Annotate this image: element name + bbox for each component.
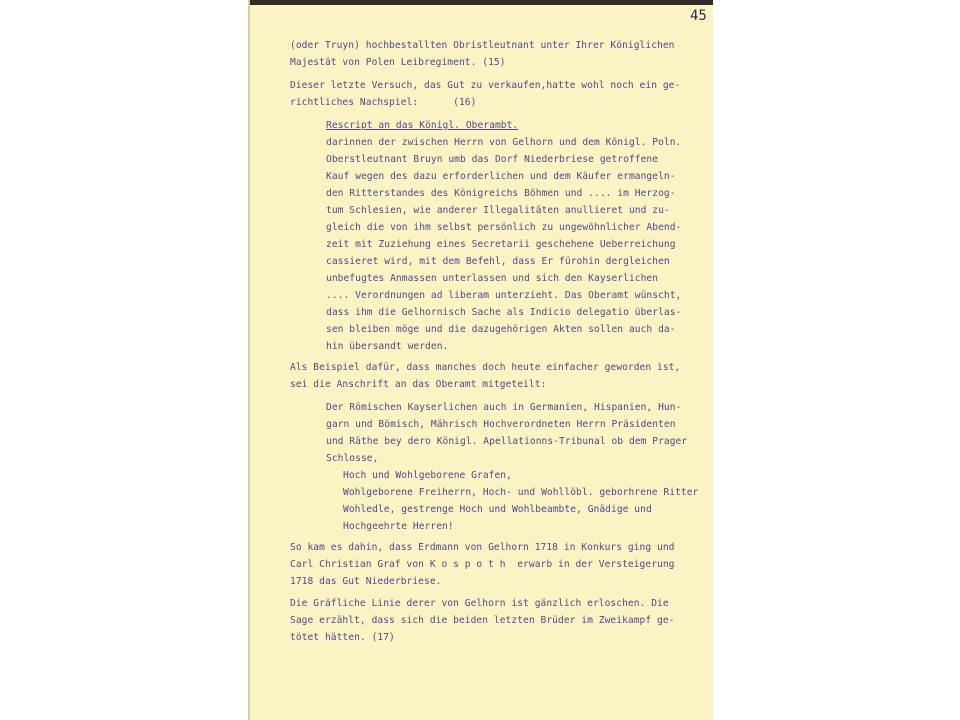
page-number: 45 <box>690 8 707 24</box>
page-left-edge <box>248 0 250 720</box>
rescript-line: dass ihm die Gelhornisch Sache als Indicio delegatio überlas- <box>326 307 682 318</box>
text-line: Carl Christian Graf von K o s p o t h erwarb in der Versteigerung <box>290 559 675 570</box>
address-line: Schlosse, <box>326 453 379 464</box>
salutation-line: Hochgeehrte Herren! <box>343 521 454 532</box>
rescript-line: tum Schlesien, wie anderer Illegalitäten anullieret und zu- <box>326 205 670 216</box>
text-line: So kam es dahin, dass Erdmann von Gelhorn 1718 in Konkurs ging und <box>290 542 675 553</box>
rescript-line: hin übersandt werden. <box>326 341 449 352</box>
text-line: Die Gräfliche Linie derer von Gelhorn ist gänzlich erloschen. Die <box>290 598 669 609</box>
rescript-line: sen bleiben möge und die dazugehörigen Akten sollen auch da- <box>326 324 676 335</box>
text-line: 1718 das Gut Niederbriese. <box>290 576 442 587</box>
text-line: Majestät von Polen Leibregiment. (15) <box>290 57 506 68</box>
salutation-line: Wohlgeborene Freiherrn, Hoch- und Wohllöbl. geborhrene Ritter <box>343 487 699 498</box>
text-line: sei die Anschrift an das Oberamt mitgeteilt: <box>290 379 547 390</box>
text-line: Sage erzählt, dass sich die beiden letzten Brüder im Zweikampf ge- <box>290 615 675 626</box>
rescript-line: Oberstleutnant Bruyn umb das Dorf Niederbriese getroffene <box>326 154 659 165</box>
rescript-line: gleich die von ihm selbst persönlich zu ungewöhnlicher Abend- <box>326 222 682 233</box>
salutation-line: Wohledle, gestrenge Hoch und Wohlbeambte, Gnädige und <box>343 504 652 515</box>
address-line: garn und Bömisch, Mährisch Hochverordneten Herrn Präsidenten <box>326 419 676 430</box>
text-line: richtliches Nachspiel: (16) <box>290 97 477 108</box>
rescript-line: .... Verordnungen ad liberam unterzieht. Das Oberamt wünscht, <box>326 290 682 301</box>
rescript-line: zeit mit Zuziehung eines Secretarii geschehene Ueberreichung <box>326 239 676 250</box>
rescript-heading: Rescript an das Königl. Oberambt. <box>326 120 519 131</box>
text-line: tötet hätten. (17) <box>290 632 395 643</box>
rescript-line: unbefugtes Anmassen unterlassen und sich den Kayserlichen <box>326 273 659 284</box>
address-line: und Räthe bey dero Königl. Apellationns-Tribunal ob dem Prager <box>326 436 688 447</box>
rescript-line: darinnen der zwischen Herrn von Gelhorn und dem Königl. Poln. <box>326 137 682 148</box>
rescript-line: Kauf wegen des dazu erforderlichen und dem Käufer ermangeln- <box>326 171 676 182</box>
text-line: (oder Truyn) hochbestallten Obristleutnant unter Ihrer Königlichen <box>290 40 675 51</box>
text-line: Dieser letzte Versuch, das Gut zu verkaufen,hatte wohl noch ein ge- <box>290 80 681 91</box>
rescript-line: cassieret wird, mit dem Befehl, dass Er fürohin dergleichen <box>326 256 670 267</box>
document-page <box>248 0 713 720</box>
address-line: Der Römischen Kayserlichen auch in Germanien, Hispanien, Hun- <box>326 402 682 413</box>
text-line: Als Beispiel dafür, dass manches doch heute einfacher geworden ist, <box>290 362 681 373</box>
rescript-line: den Ritterstandes des Königreichs Böhmen und .... im Herzog- <box>326 188 676 199</box>
salutation-line: Hoch und Wohlgeborene Grafen, <box>343 470 512 481</box>
page-top-edge <box>248 0 713 5</box>
